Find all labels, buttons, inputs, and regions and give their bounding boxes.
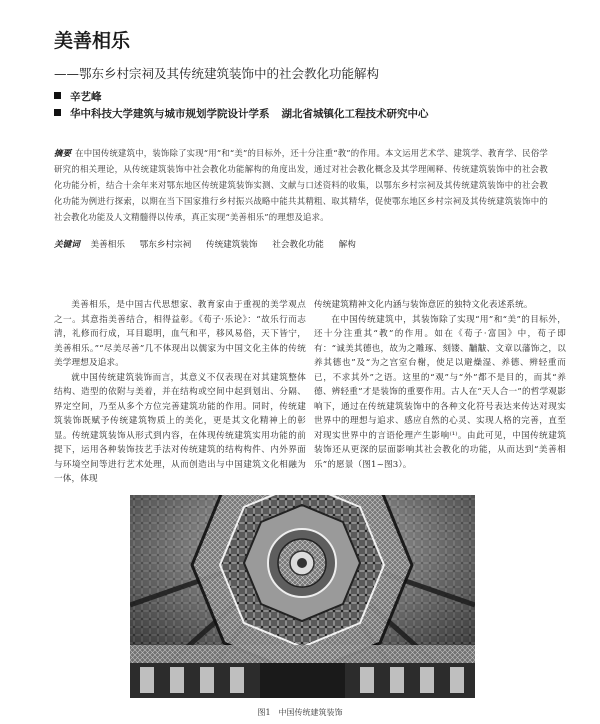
abstract-label: 摘要	[54, 148, 72, 158]
body-column-right	[314, 298, 566, 472]
keyword-item: 解构	[338, 240, 356, 250]
keyword-item: 美善相乐	[90, 240, 125, 250]
keyword-item: 传统建筑装饰	[205, 240, 258, 250]
figure-ceiling-photo	[130, 495, 475, 698]
body-column-left	[54, 298, 306, 487]
author-name: 辛艺峰	[70, 91, 102, 103]
keywords-label: 关键词	[54, 240, 80, 250]
paper-title: 美善相乐	[54, 30, 131, 52]
bullet-square-icon	[54, 92, 61, 99]
body-paragraph: 在中国传统建筑中，其装饰除了实现“用”和“美”的目标外，还十分注重其“教”的作用。如在《荀子·富国》中，荀子即有：“诚美其德也，故为之雕琢、刻镂、黼黻、文章以藩饰之，以养其德也”及“为之宫室台榭，使足以避燥湿、养德、辨轻重而已，不求其外”之语。这里的“观”与“外”都不是目的，而其“养德、辨轻重”才是装饰的重要作用。古人在“天人合一”的哲学观影响下，通过在传统建筑装饰中的各种文化符号表达来传达对现实世界中的理想与追求、感应自然的心灵、实现人格的完善，直至对现实世界中的言语伦理产生影响⁽¹⁾。由此可见，中国传统建筑装饰还从更深的层面影响其社会教化的功能，从而达到“美善相乐”的愿景（图1~图3）。	[314, 314, 566, 470]
affiliation-center: 湖北省城镇化工程技术研究中心	[281, 108, 429, 120]
ornate-ceiling-image	[130, 495, 475, 698]
paper-subtitle: ——鄂东乡村宗祠及其传统建筑装饰中的社会教化功能解构	[54, 66, 380, 81]
author-line	[54, 89, 102, 104]
affiliation-school: 华中科技大学建筑与城市规划学院设计学系	[70, 108, 270, 120]
body-paragraph: 美善相乐，是中国古代思想家、教育家由于重视的美学观点之一。其意指美善结合，相得益彰。《荀子·乐论》：“故乐行而志清，礼修而行成，耳目聪明，血气和平，移风易俗，天下皆宁，美善相乐。”“尽美尽善”几不体现出以儒家为中国文化主体的传统美学理想及追求。	[54, 300, 306, 368]
body-paragraph: 就中国传统建筑装饰而言，其意义不仅表现在对其建筑整体结构、造型的依附与美着，并在结构或空间中起到划出、分隔、界定空间，乃至从多个方位完善建筑功能的作用。同时，传统建筑装饰既赋予传统建筑物质上的美化，更是其文化精神上的彰显。传统建筑装饰从形式到内容，在体现传统建筑实用功能的前提下，运用各种装饰技艺手法对传统建筑的结构构件、内外界面与环境空间等进行艺术处理，从而创造出与中国建筑文化相融为一体，体现	[54, 372, 306, 484]
keyword-item: 鄂东乡村宗祠	[139, 240, 192, 250]
affiliation-line	[54, 106, 429, 121]
body-paragraph: 传统建筑精神文化内涵与装饰意匠的独特文化表述系统。	[314, 300, 533, 310]
bullet-square-icon	[54, 109, 61, 116]
abstract-text: 在中国传统建筑中，装饰除了实现“用”和“美”的目标外，还十分注重“教”的作用。本文运用艺术学、建筑学、教育学、民俗学研究的相关理论，从传统建筑装饰中社会教化功能解构的角度出发，通过对社会教化概念及其学理阐释、传统建筑装饰中的社会教化功能分析，结合十余年来对鄂东地区传统建筑装饰实测、文献与口述资料的收集，以鄂东乡村宗祠及其传统建筑装饰中的社会教化功能为例进行探索，以期在当下国家推行乡村振兴战略中能共其精粗、取其精华，促使鄂东地区乡村宗祠及其传统建筑装饰中的社会教化功能及人文精髓得以传承，真正实现“美善相乐”的理想及追求。	[54, 148, 548, 222]
figure-caption: 图1 中国传统建筑装饰	[257, 708, 343, 717]
keywords	[54, 238, 368, 250]
abstract	[54, 145, 548, 225]
keyword-item: 社会教化功能	[272, 240, 324, 250]
